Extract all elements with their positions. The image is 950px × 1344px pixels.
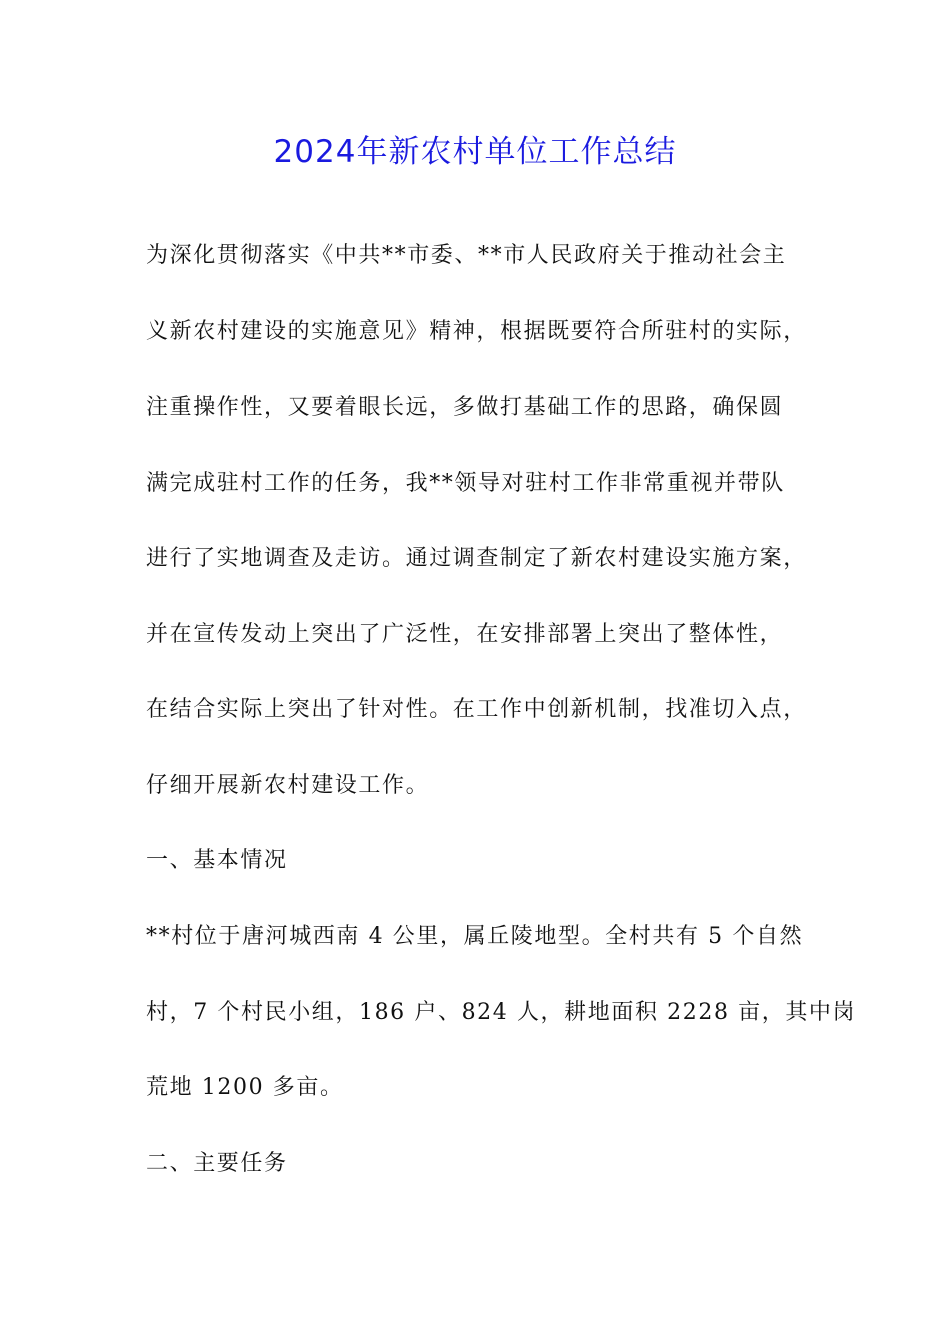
paragraph-line: 村，7 个村民小组，186 户、824 人，耕地面积 2228 亩，其中岗 [146,1000,857,1025]
section-heading: 二、主要任务 [146,1151,288,1176]
paragraph-line: 仔细开展新农村建设工作。 [146,773,430,798]
paragraph-line: **村位于唐河城西南 4 公里，属丘陵地型。全村共有 5 个自然 [146,924,804,949]
paragraph-line: 义新农村建设的实施意见》精神，根据既要符合所驻村的实际， [146,319,807,344]
section-heading: 一、基本情况 [146,848,288,873]
paragraph-line: 并在宣传发动上突出了广泛性，在安排部署上突出了整体性， [146,622,784,647]
paragraph-line: 注重操作性，又要着眼长远，多做打基础工作的思路，确保圆 [146,395,784,420]
paragraph-line: 满完成驻村工作的任务，我**领导对驻村工作非常重视并带队 [146,471,785,496]
paragraph-line: 进行了实地调查及走访。通过调查制定了新农村建设实施方案， [146,546,807,571]
paragraph-line: 荒地 1200 多亩。 [146,1075,344,1100]
paragraph-line: 为深化贯彻落实《中共**市委、**市人民政府关于推动社会主 [146,243,787,268]
document-title: 2024年新农村单位工作总结 [273,134,677,170]
paragraph-line: 在结合实际上突出了针对性。在工作中创新机制，找准切入点， [146,697,807,722]
